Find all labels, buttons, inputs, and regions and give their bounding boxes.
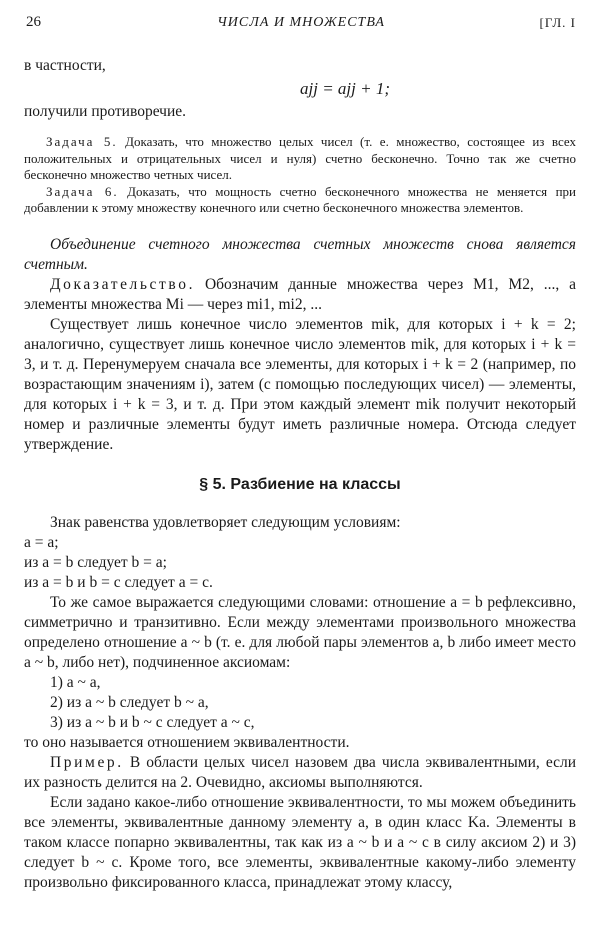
condition-item: из a = b и b = c следует a = c. <box>24 573 213 591</box>
proof-text: Обозначим данные множества через M1, M2, ..., а элементы множества Mi — через mi1, mi2, ... <box>24 275 576 313</box>
classes-paragraph: Если задано какое-либо отношение эквивалентности, то мы можем объединить все элементы, эквивалентные данному элементу a, в один класс Ka. Элементы в таком классе попарно эквивалентны, так как из a ~ b и a ~ c в силу аксиом 2) и 3) следует b ~ c. Кроме того, все элементы, эквивалентные какому-либо элементу произвольно фиксированного класса, принадлежат этому классу, <box>24 793 576 891</box>
exercise-6-label: Задача 6. <box>46 183 119 199</box>
exercise-5-text: Доказать, что множество целых чисел (т. е. множество, состоящее из всех положительных и отрицательных чисел и нуля) счетно бесконечно. Точно так же счетно бесконечно множество четных чисел. <box>24 134 576 182</box>
axioms-list <box>24 673 576 733</box>
proof-label: Доказательство. <box>50 275 196 293</box>
condition-item: a = a; <box>24 533 59 551</box>
example-paragraph <box>24 753 576 793</box>
running-header <box>26 14 576 38</box>
proof-paragraph <box>24 275 576 315</box>
exercise-6-text: Доказать, что мощность счетно бесконечного множества не меняется при добавлении к этому множеству конечного или счетно бесконечного множества элементов. <box>24 183 577 215</box>
equality-intro: Знак равенства удовлетворяет следующим условиям: <box>50 513 401 531</box>
exercises-block <box>24 134 576 217</box>
exercise-5 <box>24 134 576 184</box>
condition-item: из a = b следует b = a; <box>24 553 167 571</box>
equality-conditions <box>24 533 576 593</box>
equivalence-conclusion: то оно называется отношением эквивалентности. <box>24 733 350 751</box>
proof-paragraph-2: Существует лишь конечное число элементов mik, для которых i + k = 2; аналогично, существует лишь конечное число элементов mik, для которых i + k = 3, и т. д. Перенумеруем сначала все элементы, для которых i + k = 2 (например, по возрастающим значениям i), затем (с помощью последующих чисел) — элементы, для которых i + k = 3, и т. д. При этом каждый элемент mik получит некоторый номер и различные элементы будут иметь различные номера. Отсюда следует утверждение. <box>24 315 576 453</box>
section-heading: § 5. Разбиение на классы <box>199 475 401 493</box>
chapter-label: [ГЛ. I <box>539 15 576 30</box>
exercise-6 <box>24 184 576 217</box>
axiom-item: 1) a ~ a, <box>50 673 101 691</box>
axiom-item: 3) из a ~ b и b ~ c следует a ~ c, <box>50 713 255 731</box>
page-number: 26 <box>26 14 41 30</box>
exercise-5-label: Задача 5. <box>46 134 118 149</box>
running-title: ЧИСЛА И МНОЖЕСТВА <box>217 15 385 30</box>
relation-paragraph: То же самое выражается следующими словами: отношение a = b рефлексивно, симметрично и транзитивно. Если между элементами произвольного множества определено отношение a ~ b (т. е. для любой пары элементов a, b либо имеет место a ~ b, либо нет), подчиненное аксиомам: <box>24 593 576 671</box>
theorem-statement: Объединение счетного множества счетных множеств снова является счетным. <box>24 235 576 273</box>
axiom-item: 2) из a ~ b следует b ~ a, <box>50 693 209 711</box>
example-label: Пример. <box>50 753 124 771</box>
page-body <box>24 56 576 893</box>
paragraph-contradiction: получили противоречие. <box>24 103 187 120</box>
paragraph-intro: в частности, <box>24 57 106 74</box>
formula-contradiction: ajj = ajj + 1; <box>300 79 390 98</box>
example-text: В области целых чисел назовем два числа эквивалентными, если их разность делится на 2. Очевидно, аксиомы выполняются. <box>24 753 576 791</box>
